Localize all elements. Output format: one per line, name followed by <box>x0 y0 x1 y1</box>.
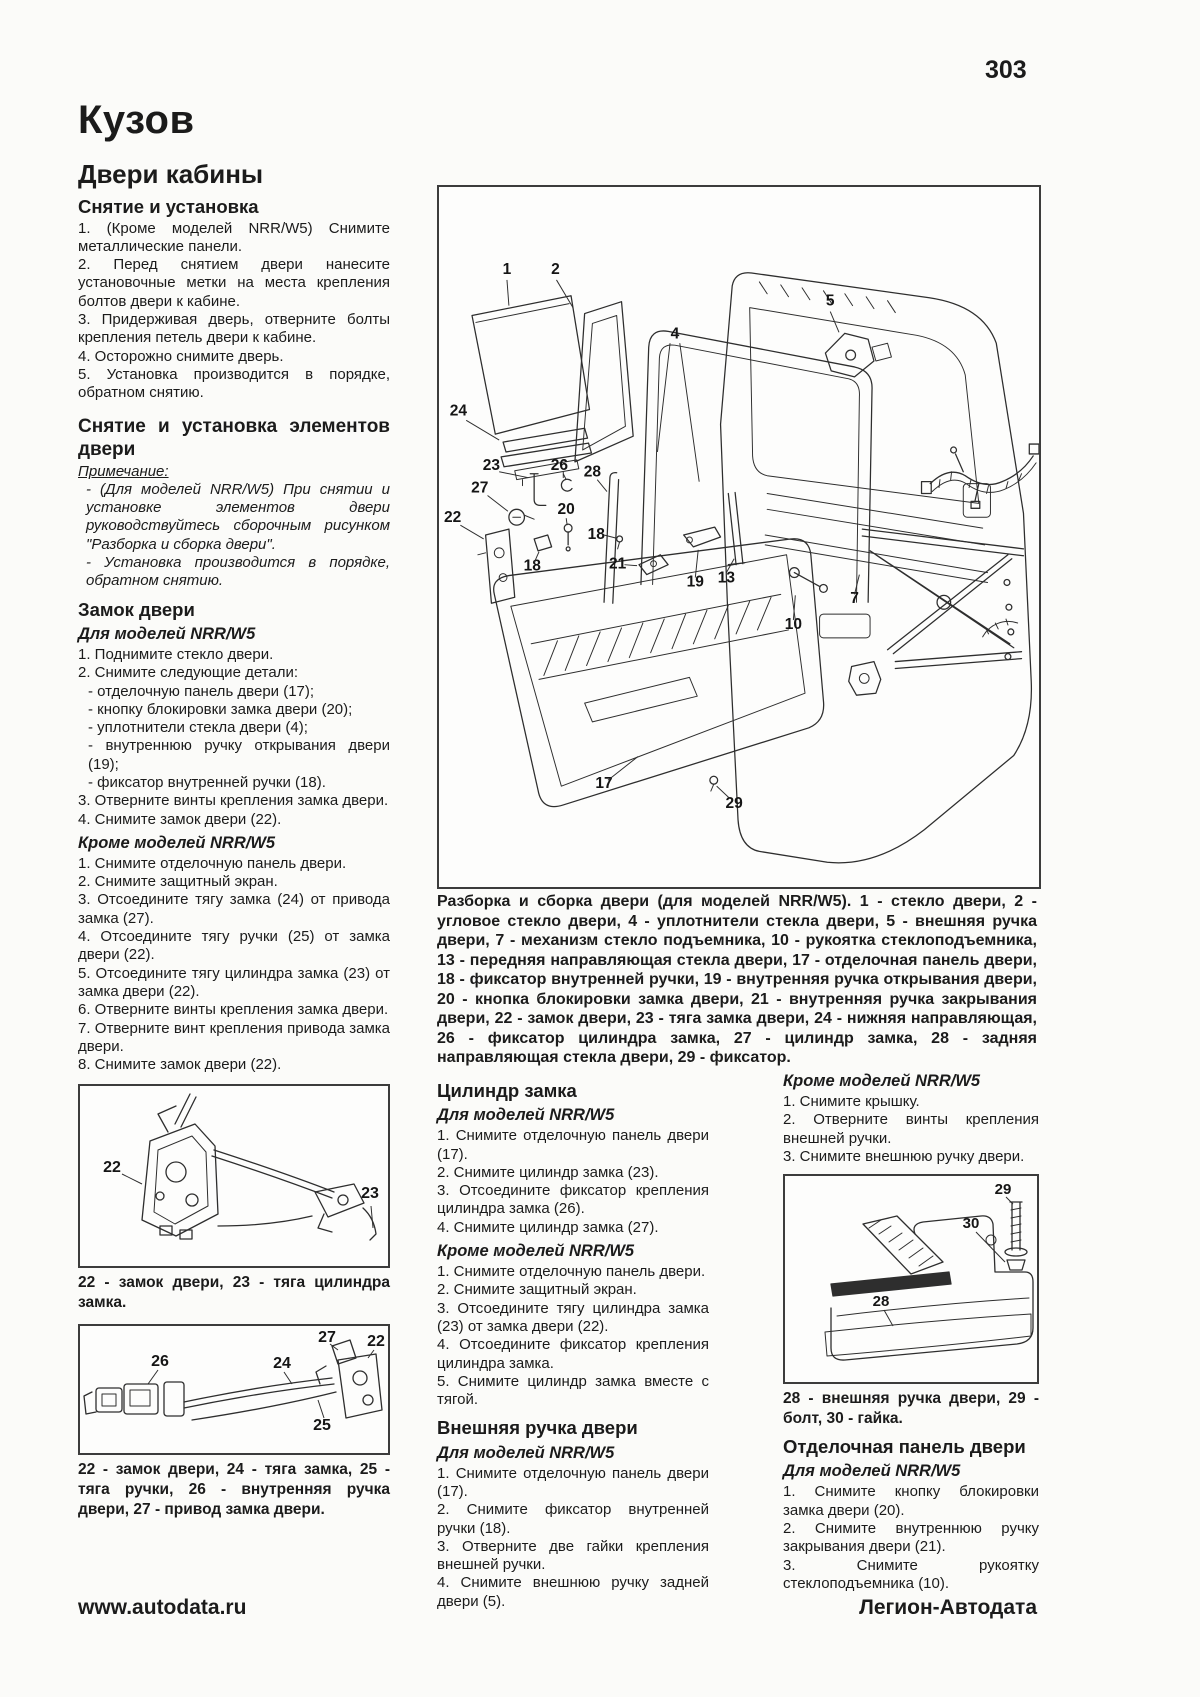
figure-outer-handle <box>783 1174 1039 1384</box>
callout-label: 4 <box>670 325 680 343</box>
callout-label: 18 <box>587 525 605 544</box>
outer-handle-part <box>825 333 891 377</box>
door-exploded-diagram <box>439 187 1039 887</box>
instruction-step: 1. Снимите кнопку блокировки замка двери (20). <box>783 1483 1039 1519</box>
subsection-door-lock: Замок двери <box>78 598 195 620</box>
callout-label: 25 <box>313 1417 331 1435</box>
instruction-step: 1. Снимите отделочную панель двери (17). <box>437 1127 709 1163</box>
note-item: - Установка производится в порядке, обратном снятию. <box>86 554 390 590</box>
page-number: 303 <box>985 56 1027 84</box>
lock-cylinder-part <box>509 509 534 525</box>
page-title: Кузов <box>78 98 195 142</box>
handle-retainer-part <box>534 535 551 551</box>
instruction-step: 1. Снимите отделочную панель двери. <box>78 854 347 872</box>
model-variant-heading: Кроме моделей NRR/W5 <box>78 833 276 852</box>
outer-handle-diagram <box>785 1176 1037 1382</box>
note-label: Примечание: <box>78 462 169 480</box>
callout-label: 13 <box>717 569 736 587</box>
instruction-step: 3. Снимите рукоятку стеклоподъемника (10). <box>783 1556 1039 1592</box>
instruction-step: 3. Отверните две гайки крепления внешней ручки. <box>437 1537 709 1574</box>
callout-label: 24 <box>449 402 468 420</box>
note-block <box>78 463 390 591</box>
subsection-outer-handle: Внешняя ручка двери <box>437 1417 638 1439</box>
instruction-step: 1. Снимите отделочную панель двери (17). <box>437 1464 709 1500</box>
instruction-bullet: - уплотнители стекла двери (4); <box>88 719 308 737</box>
callout-label: 17 <box>595 775 613 793</box>
instruction-step: 1. Снимите отделочную панель двери. <box>437 1263 706 1281</box>
instruction-step: 3. Отсоедините фиксатор крепления цилиндра замка (26). <box>437 1182 709 1218</box>
rods-assembly-art <box>84 1340 382 1420</box>
instruction-step: 5. Установка производится в порядке, обратном снятию. <box>78 365 390 402</box>
lock-rods-diagram <box>80 1326 388 1453</box>
figure2-callouts <box>148 1329 385 1434</box>
lock-rod-part <box>530 474 546 506</box>
lock-assembly-art <box>142 1094 376 1240</box>
instruction-step: 3. Отсоедините тягу цилиндра замка (23) от замка двери (22). <box>437 1299 709 1335</box>
rear-guide-part <box>604 473 619 604</box>
instruction-step: 5. Отсоедините тягу цилиндра замка (23) от замка двери (22). <box>78 964 390 1000</box>
window-regulator <box>862 529 1023 668</box>
callout-label: 1 <box>502 260 512 279</box>
instruction-step: 1. Поднимите стекло двери. <box>78 645 274 663</box>
figure-caption: 28 - внешняя ручка двери, 29 - болт, 30 - гайка. <box>783 1390 1039 1427</box>
instruction-step: 4. Снимите внешнюю ручку задней двери (5). <box>437 1574 709 1610</box>
instruction-step: 3. Снимите внешнюю ручку двери. <box>783 1147 1025 1165</box>
callout-label: 22 <box>367 1333 385 1351</box>
lower-guide-strips <box>501 428 591 485</box>
lock-actuator-part <box>849 662 881 696</box>
subsection-lock-cylinder: Цилиндр замка <box>437 1080 577 1101</box>
callout-label: 19 <box>686 573 704 591</box>
instruction-bullet: - фиксатор внутренней ручки (18). <box>88 774 326 791</box>
instruction-step: 2. Снимите внутреннюю ручку закрывания двери (21). <box>783 1520 1039 1556</box>
door-glass <box>472 296 589 434</box>
callout-label: 20 <box>557 501 575 519</box>
instruction-step: 2. Снимите следующие детали: <box>78 664 299 682</box>
model-variant-heading: Для моделей NRR/W5 <box>783 1462 961 1481</box>
instruction-bullet: - кнопку блокировки замка двери (20); <box>88 700 353 718</box>
callout-label: 27 <box>471 479 489 497</box>
subsection-removal-install: Снятие и установка <box>78 196 259 218</box>
callout-label: 7 <box>850 590 859 608</box>
model-variant-heading: Кроме моделей NRR/W5 <box>783 1072 981 1090</box>
inner-opening-handle-part <box>684 527 721 547</box>
callout-label: 26 <box>151 1353 169 1371</box>
callout-label: 24 <box>273 1355 291 1373</box>
instruction-step: 8. Снимите замок двери (22). <box>78 1056 282 1074</box>
instruction-step: 4. Отсоедините фиксатор крепления цилиндра замка. <box>437 1336 709 1372</box>
model-variant-heading: Кроме моделей NRR/W5 <box>437 1242 635 1261</box>
callout-label: 26 <box>550 456 569 474</box>
model-variant-heading: Для моделей NRR/W5 <box>78 624 256 643</box>
instruction-step: 4. Осторожно снимите дверь. <box>78 347 284 365</box>
instruction-step: 4. Снимите замок двери (22). <box>78 810 282 828</box>
instruction-step: 5. Снимите цилиндр замка вместе с тягой. <box>437 1372 709 1409</box>
instruction-step: 3. Придерживая дверь, отверните болты крепления петель двери к кабине. <box>78 311 390 347</box>
corner-glass <box>575 302 633 462</box>
trim-panel <box>494 539 824 807</box>
callout-label: 23 <box>361 1185 379 1203</box>
retainer-pin-part <box>617 536 623 549</box>
callout-label: 29 <box>725 794 743 812</box>
callout-label: 21 <box>609 555 627 573</box>
callout-label: 22 <box>443 509 462 527</box>
instruction-bullet: - внутреннюю ручку открывания двери (19); <box>88 737 390 773</box>
instruction-step: 2. Перед снятием двери нанесите установочные метки на места крепления болтов двери к кабине. <box>78 256 390 310</box>
callout-label: 30 <box>962 1215 980 1233</box>
main-figure-caption: Разборка и сборка двери (для моделей NRR/W5). 1 - стекло двери, 2 - угловое стекло двери, 4 - уплотнители стекла двери, 5 - внешняя ручка двери, 7 - механизм стекло подъемника, 10 - рукоятка стеклоподъемника, 13 - передняя направляющая стекла двери, 17 - отделочная панель двери, 18 - фиксатор внутренней ручки, 19 - внутренняя ручка открывания двери, 20 - кнопка блокировки замка двери, 21 - внутренняя ручка закрывания двери, 22 - замок двери, 23 - тяга замка двери, 24 - нижняя направляющая, 26 - фиксатор цилиндра замка, 27 - цилиндр замка, 28 - задняя направляющая стекла двери, 29 - фиксатор. <box>437 893 1037 1067</box>
instruction-step: 4. Отсоедините тягу ручки (25) от замка двери (22). <box>78 928 390 964</box>
callout-label: 28 <box>872 1293 890 1311</box>
instruction-step: 4. Снимите цилиндр замка (27). <box>437 1218 659 1236</box>
subsection-trim-panel: Отделочная панель двери <box>783 1436 1026 1458</box>
callout-label: 22 <box>103 1159 121 1177</box>
instruction-step: 1. (Кроме моделей NRR/W5) Снимите металлические панели. <box>78 219 390 255</box>
instruction-step: 2. Снимите защитный экран. <box>78 873 278 891</box>
figure-caption: 22 - замок двери, 23 - тяга цилиндра замка. <box>78 1274 390 1311</box>
door-lock-part <box>478 529 515 603</box>
cylinder-retainer-part <box>561 479 572 491</box>
instruction-step: 2. Снимите фиксатор внутренней ручки (18). <box>437 1501 709 1537</box>
footer-website: www.autodata.ru <box>78 1596 247 1619</box>
callout-label: 28 <box>583 463 602 481</box>
instruction-step: 6. Отверните винты крепления замка двери. <box>78 1001 389 1019</box>
figure-door-exploded <box>437 185 1041 889</box>
front-guide-part <box>728 493 745 565</box>
window-crank <box>789 568 827 593</box>
instruction-step: 3. Отсоедините тягу замка (24) от привода замка (27). <box>78 891 390 927</box>
callout-label: 5 <box>825 292 835 310</box>
right-column <box>783 1072 1039 1593</box>
instruction-step: 2. Снимите защитный экран. <box>437 1281 637 1299</box>
callout-label: 27 <box>318 1329 336 1347</box>
middle-column <box>437 1080 709 1611</box>
fastener-part <box>710 776 718 791</box>
callout-label: 2 <box>551 260 560 279</box>
instruction-step: 3. Отверните винты крепления замка двери. <box>78 792 389 810</box>
left-column <box>78 98 390 1519</box>
door-lock-diagram <box>80 1086 388 1266</box>
note-item: - (Для моделей NRR/W5) При снятии и установке элементов двери руководствуйтесь сборочным рисунком "Разборка и сборка двери". <box>86 480 390 553</box>
instruction-step: 2. Снимите цилиндр замка (23). <box>437 1163 659 1181</box>
lock-knob-part <box>564 524 572 551</box>
instruction-step: 1. Снимите крышку. <box>783 1093 920 1110</box>
figure-caption: 22 - замок двери, 24 - тяга замка, 25 - тяга ручки, 26 - внутренняя ручка двери, 27 - привод замка двери. <box>78 1461 390 1518</box>
callout-label: 23 <box>482 456 501 474</box>
main-callouts <box>444 261 859 812</box>
figure-lock-rods <box>78 1324 390 1455</box>
callout-label: 29 <box>994 1181 1012 1199</box>
instruction-step: 2. Отверните винты крепления внешней ручки. <box>783 1111 1039 1147</box>
callout-label: 18 <box>523 557 541 575</box>
footer-publisher: Легион-Автодата <box>859 1596 1037 1619</box>
section-heading-cab-doors: Двери кабины <box>78 159 264 189</box>
glass-run-frame <box>641 331 872 602</box>
outer-handle-art <box>825 1202 1033 1360</box>
instruction-step: 7. Отверните винт крепления привода замка двери. <box>78 1019 390 1055</box>
model-variant-heading: Для моделей NRR/W5 <box>437 1106 615 1125</box>
subsection-door-elements: Снятие и установка элементов двери <box>78 415 390 460</box>
figure-door-lock <box>78 1084 390 1268</box>
instruction-bullet: - отделочную панель двери (17); <box>88 682 315 700</box>
callout-label: 10 <box>784 615 803 633</box>
model-variant-heading: Для моделей NRR/W5 <box>437 1443 615 1462</box>
